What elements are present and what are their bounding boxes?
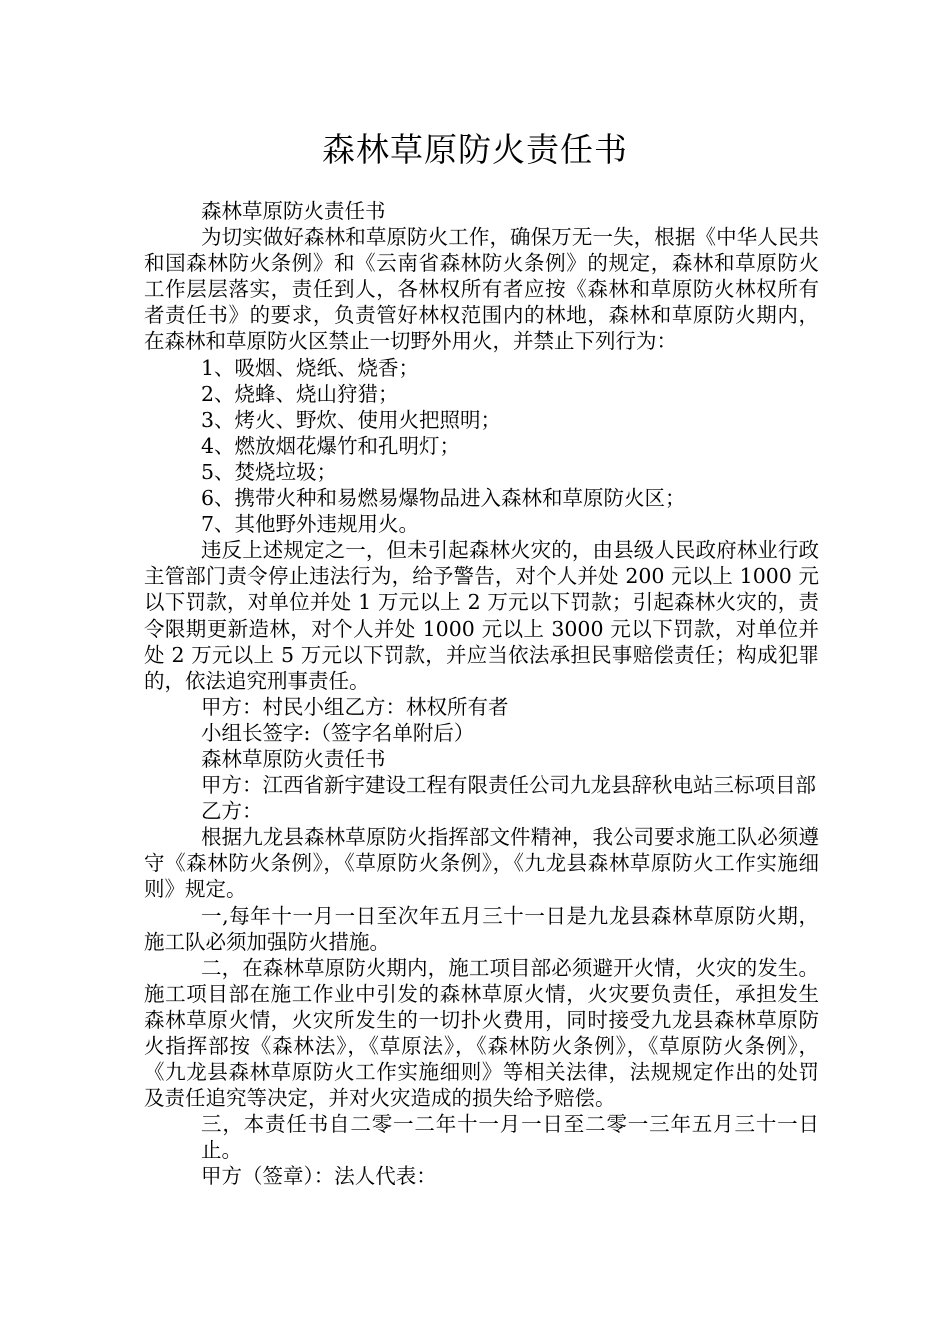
- paragraph-seal: 甲方（签章）：法人代表：: [201, 1164, 437, 1189]
- paragraph-subtitle-2: 森林草原防火责任书: [201, 746, 386, 771]
- paragraph-signature: 小组长签字:（签字名单附后）: [201, 720, 475, 745]
- paragraph-subtitle: 森林草原防火责任书: [201, 199, 386, 223]
- document-title: 森林草原防火责任书: [322, 130, 628, 169]
- list-item-5: 5、焚烧垃圾；: [201, 459, 338, 484]
- list-item-3: 3、烤火、野炊、使用火把照明；: [201, 407, 502, 432]
- clause-three: 三，本责任书自二零一二年十一月一日至二零一三年五月三十一日止。: [201, 1112, 819, 1163]
- paragraph-basis: 根据九龙县森林草原防火指挥部文件精神，我公司要求施工队必须遵守《森林防火条例》，《草原防火条例》，《九龙县森林草原防火工作实施细则》规定。: [144, 825, 819, 902]
- list-item-1: 1、吸烟、烧纸、烧香；: [201, 355, 420, 380]
- paragraph-penalty: 违反上述规定之一，但未引起森林火灾的，由县级人民政府林业行政主管部门责令停止违法行为，给予警告，对个人并处 200 元以上 1000 元以下罚款，对单位并处 1 万元以上 2 万元以下罚款；引起森林火灾的，责令限期更新造林，对个人并处 1000 元以上 3000 元以下罚款，对单位并处 2 万元以上 5 万元以下罚款，并应当依法承担民事赔偿责任；构成犯罪的，依法追究刑事责任。: [144, 538, 819, 693]
- paragraph-intro: 为切实做好森林和草原防火工作，确保万无一失，根据《中华人民共和国森林防火条例》和《云南省森林防火条例》的规定，森林和草原防火工作层层落实，责任到人，各林权所有者应按《森林和草原防火林权所有者责任书》的要求，负责管好林权范围内的林地，森林和草原防火期内，在森林和草原防火区禁止一切野外用火，并禁止下列行为：: [144, 225, 819, 354]
- paragraph-party-b: 乙方：: [201, 799, 263, 824]
- document-body: [144, 198, 819, 1190]
- clause-two: 二，在森林草原防火期内，施工项目部必须避开火情，火灾的发生。施工项目部在施工作业中引发的森林草原火情，火灾要负责任，承担发生森林草原火情，火灾所发生的一切扑火费用，同时接受九龙县森林草原防火指挥部按《森林法》，《草原法》，《森林防火条例》，《草原防火条例》，《九龙县森林草原防火工作实施细则》等相关法律，法规规定作出的处罚及责任追究等决定，并对火灾造成的损失给予赔偿。: [144, 955, 819, 1111]
- list-item-4: 4、燃放烟花爆竹和孔明灯；: [201, 433, 461, 458]
- list-item-2: 2、烧蜂、烧山狩猎；: [201, 381, 399, 406]
- list-item-6: 6、携带火种和易燃易爆物品进入森林和草原防火区；: [201, 486, 686, 511]
- paragraph-party-a: 甲方：江西省新宇建设工程有限责任公司九龙县辞秋电站三标项目部: [201, 773, 816, 798]
- list-item-7: 7、其他野外违规用火。: [201, 512, 420, 537]
- clause-one: 一,每年十一月一日至次年五月三十一日是九龙县森林草原防火期，施工队必须加强防火措施。: [144, 903, 819, 954]
- paragraph-parties: 甲方：村民小组乙方：林权所有者: [201, 694, 509, 719]
